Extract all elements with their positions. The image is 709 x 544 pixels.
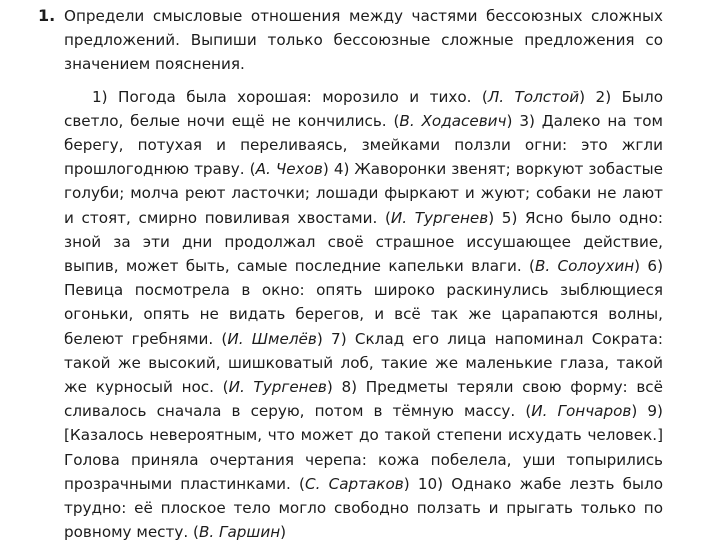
- author-name: И. Гончаров: [531, 402, 632, 421]
- sentence: 4) Жаворонки звенят; воркуют зобастые голуби; молча реют ласточки; лошади фыркают и жуют; собаки не лают и стоят, смирно повиливая хвостами. (И. Тургенев): [64, 160, 664, 227]
- author-name: И. Шмелёв: [227, 329, 317, 348]
- author-name: В. Солоухин: [534, 257, 635, 276]
- author-name: В. Ходасевич: [399, 111, 507, 130]
- author-name: С. Сартаков: [304, 474, 404, 493]
- sentence: 10) Однако жабе лезть было трудно: её плоское тело могло свободно ползать и прыгать только по ровному месту. (В. Гаршин): [64, 474, 663, 542]
- sentence: 3) Далеко на том берегу, потухая и переливаясь, змейками ползли огни: это жгли прошлогоднюю траву. (А. Чехов): [64, 111, 664, 179]
- author-name: И. Тургенев: [228, 378, 327, 397]
- sentence: 1) Погода была хорошая: морозило и тихо. (Л. Толстой): [92, 87, 596, 106]
- author-name: И. Тургенев: [390, 208, 489, 227]
- sentences-paragraph: [64, 85, 663, 544]
- sentence: 5) Ясно было одно: зной за эти дни продолжал своё страшное иссушающее действие, выпив, может быть, самые последние капельки влаги. (В. Солоухин): [64, 208, 663, 276]
- sentence: 8) Предметы теряли свою форму: всё сливалось сначала в серую, потом в тёмную массу. (И. Гончаров): [64, 378, 663, 421]
- sentence: 9) [Казалось невероятным, что может до такой степени исхудать человек.] Голова приняла очертания черепа: кожа побелела, уши топырились прозрачными пластинками. (С. Сартаков): [64, 402, 663, 493]
- task-instruction: Определи смысловые отношения между частями бессоюзных сложных предложений. Выпиши только бессоюзные сложные предложения со значением пояснения.: [64, 7, 663, 74]
- sentence: 2) Было светло, белые ночи ещё не кончились. (В. Ходасевич): [64, 87, 663, 130]
- author-name: А. Чехов: [255, 160, 323, 179]
- task-number: 1.: [38, 6, 56, 25]
- author-name: В. Гаршин: [198, 523, 281, 542]
- sentence: 6) Певица посмотрела в окно: опять широко раскинулись зыблющиеся огоньки, опять не видать берегов, и всё так же царапаются волны, белеют гребнями. (И. Шмелёв): [64, 257, 663, 348]
- sentence: 7) Склад его лица напоминал Сократа: такой же высокий, шишковатый лоб, такие же маленькие глаза, такой же курносый нос. (И. Тургенев): [64, 329, 663, 397]
- author-name: Л. Толстой: [487, 87, 580, 106]
